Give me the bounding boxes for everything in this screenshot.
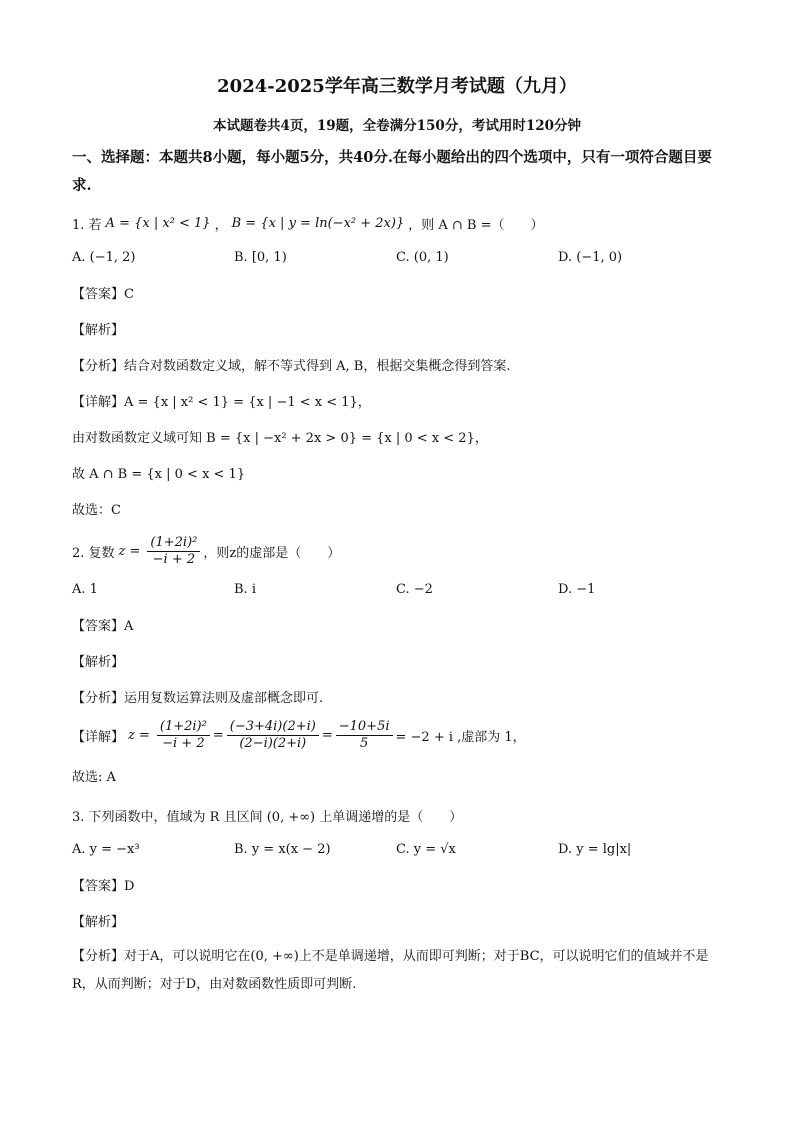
q1-detail-1: 【详解】A = {x | x² < 1} = {x | −1 < x < 1}， — [72, 394, 371, 410]
q1-ask: ，则 A ∩ B =（ ） — [408, 217, 544, 233]
q2-options — [72, 582, 722, 597]
q2-option-b: B. i — [234, 582, 256, 597]
q1-option-c: C. (0, 1) — [396, 250, 449, 265]
q3-analysis: 【分析】对于A，可以说明它在(0, +∞)上不是单调递增，从而即可判断；对于BC，可以说明它们的值域并不是R，从而判断；对于D，由对数函数性质即可判断. — [72, 949, 709, 992]
q2-detail-f2-den: (2−i)(2+i) — [239, 736, 307, 751]
q2-detail-z: z = — [128, 728, 150, 743]
q1-option-b: B. [0, 1) — [234, 250, 287, 265]
q2-detail-fraction-2 — [227, 719, 319, 752]
exam-subtitle: 本试题卷共4页，19题，全卷满分150分，考试用时120分钟 — [212, 118, 582, 134]
q2-answer: 【答案】A — [72, 618, 134, 634]
q2-stem — [72, 535, 722, 568]
q2-denominator: −i + 2 — [152, 552, 196, 567]
q2-detail-fraction-3 — [336, 719, 393, 752]
q1-stem — [72, 210, 722, 236]
q1-detail-3: 故 A ∩ B = {x | 0 < x < 1} — [72, 466, 246, 482]
q2-prefix: 2. 复数 — [72, 546, 115, 561]
q3-option-b: B. y = x(x − 2) — [234, 842, 331, 857]
q2-detail-eq-2: = — [321, 728, 333, 743]
q2-z: z = — [118, 544, 141, 559]
q3-stem: 3. 下列函数中，值域为 R 且区间 (0, +∞) 上单调递增的是（ ） — [72, 809, 463, 825]
q1-options — [72, 250, 722, 265]
q2-choose: 故选: A — [72, 769, 116, 785]
q2-detail-f3-den: 5 — [359, 736, 369, 751]
q2-detail-tail: = −2 + i ,虚部为 1， — [395, 730, 526, 745]
q2-detail-label: 【详解】 — [72, 730, 125, 745]
q1-prefix: 1. 若 — [72, 217, 102, 233]
q1-choose: 故选：C — [72, 502, 121, 518]
q1-comma: ， — [214, 217, 228, 233]
q3-option-c: C. y = √x — [396, 842, 456, 857]
q1-analysis-head: 【解析】 — [72, 322, 125, 338]
q2-numerator: (1+2i)² — [147, 535, 200, 552]
exam-page — [72, 60, 722, 999]
q1-set-a: A = {x | x² < 1} — [105, 215, 211, 231]
q3-options — [72, 842, 722, 857]
q2-detail-f1-num: (1+2i)² — [157, 719, 210, 736]
q2-detail-eq-1: = — [212, 728, 224, 743]
q1-option-a: A. (−1, 2) — [72, 250, 136, 265]
q2-detail-fraction-1 — [157, 719, 210, 752]
q1-option-d: D. (−1, 0) — [558, 250, 623, 265]
q3-analysis-head: 【解析】 — [72, 914, 125, 930]
q1-set-b: B = {x | y = ln(−x² + 2x)} — [231, 215, 405, 231]
q2-option-a: A. 1 — [72, 582, 98, 597]
q2-detail — [72, 719, 722, 752]
q2-analysis-head: 【解析】 — [72, 654, 125, 670]
q1-detail-2: 由对数函数定义域可知 B = {x | −x² + 2x > 0} = {x | 0 < x < 2}， — [72, 430, 488, 446]
q3-option-a: A. y = −x³ — [72, 842, 140, 857]
q3-option-d: D. y = lg|x| — [558, 842, 632, 857]
q2-detail-f3-num: −10+5i — [336, 719, 393, 736]
q1-answer: 【答案】C — [72, 286, 134, 302]
q3-answer: 【答案】D — [72, 878, 135, 894]
q2-detail-f2-num: (−3+4i)(2+i) — [227, 719, 319, 736]
exam-title: 2024-2025学年高三数学月考试题（九月） — [217, 76, 577, 97]
q1-analysis: 【分析】结合对数函数定义域，解不等式得到 A, B，根据交集概念得到答案. — [72, 358, 511, 374]
q2-option-d: D. −1 — [558, 582, 596, 597]
q2-option-c: C. −2 — [396, 582, 433, 597]
section-heading: 一、选择题：本题共8小题，每小题5分，共40分.在每小题给出的四个选项中，只有一项符合题目要求. — [72, 149, 712, 194]
q2-ask: ，则z的虚部是（ ） — [203, 546, 341, 561]
q2-detail-f1-den: −i + 2 — [162, 736, 205, 751]
q2-analysis: 【分析】运用复数运算法则及虚部概念即可. — [72, 690, 324, 706]
q2-fraction — [147, 535, 200, 568]
